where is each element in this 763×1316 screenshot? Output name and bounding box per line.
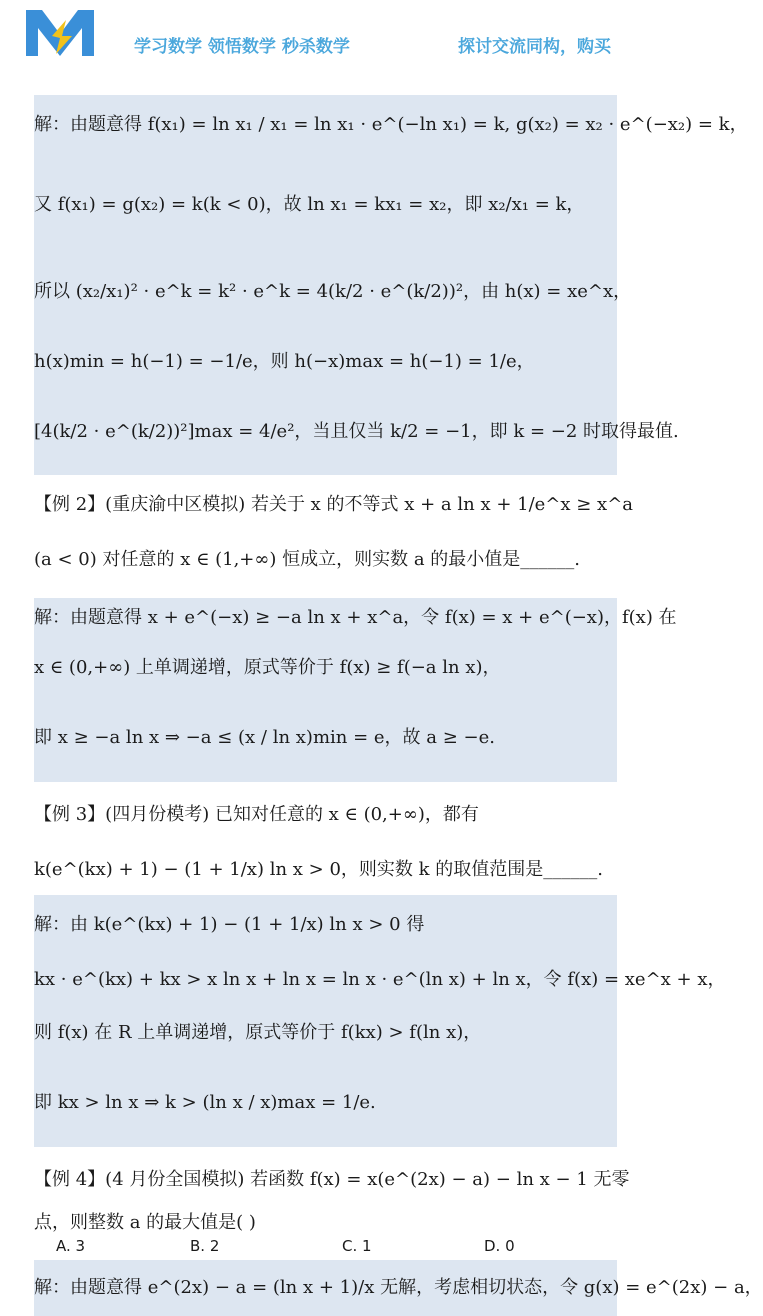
example-2-line-1: 【例 2】(重庆渝中区模拟) 若关于 x 的不等式 x + a ln x + 1/e^x ≥ x^a (34, 494, 634, 515)
example-4-line-1: 【例 4】(4 月份全国模拟) 若函数 f(x) = x(e^(2x) − a) − ln x − 1 无零 (34, 1169, 630, 1190)
option-d: D. 0 (484, 1237, 515, 1255)
option-c: C. 1 (342, 1237, 372, 1255)
sol4-line-1: 解：由题意得 e^(2x) − a = (ln x + 1)/x 无解，考虑相切状态，令 g(x) = e^(2x) − a， (34, 1277, 763, 1298)
sol1-line-1: 解：由题意得 f(x₁) = ln x₁ / x₁ = ln x₁ · e^(−ln x₁) = k, g(x₂) = x₂ · e^(−x₂) = k， (34, 114, 748, 135)
solution-1 (34, 95, 748, 475)
example-3-line-2: k(e^(kx) + 1) − (1 + 1/x) ln x > 0，则实数 k 的取值范围是______. (34, 859, 603, 880)
sol3-line-2: kx · e^(kx) + kx > x ln x + ln x = ln x · e^(ln x) + ln x，令 f(x) = xe^x + x， (34, 969, 726, 990)
option-a: A. 3 (56, 1237, 86, 1255)
solution-4 (34, 1260, 763, 1316)
sol3-line-4: 即 kx > ln x ⇒ k > (ln x / x)max = 1/e. (34, 1092, 376, 1113)
sol3-line-1: 解：由 k(e^(kx) + 1) − (1 + 1/x) ln x > 0 得 (34, 914, 425, 935)
option-b: B. 2 (190, 1237, 220, 1255)
logo-icon (22, 6, 98, 60)
sol1-line-3: 所以 (x₂/x₁)² · e^k = k² · e^k = 4(k/2 · e^(k/2))²，由 h(x) = xe^x， (34, 281, 632, 302)
sol1-line-2: 又 f(x₁) = g(x₂) = k(k < 0)，故 ln x₁ = kx₁ = x₂，即 x₂/x₁ = k， (34, 194, 585, 215)
answer-options (0, 1237, 617, 1257)
sol2-line-2: x ∈ (0,+∞) 上单调递增，原式等价于 f(x) ≥ f(−a ln x)， (34, 657, 501, 678)
page-header (0, 0, 617, 80)
sol2-line-1: 解：由题意得 x + e^(−x) ≥ −a ln x + x^a，令 f(x) = x + e^(−x)，f(x) 在 (34, 607, 677, 628)
example-4-line-2: 点，则整数 a 的最大值是( ) (34, 1212, 256, 1233)
sol1-line-5: [4(k/2 · e^(k/2))²]max = 4/e²，当且仅当 k/2 = −1，即 k = −2 时取得最值. (34, 421, 679, 442)
sol2-line-3: 即 x ≥ −a ln x ⇒ −a ≤ (x / ln x)min = e，故 a ≥ −e. (34, 727, 495, 748)
solution-3 (34, 895, 726, 1147)
sol1-line-4: h(x)min = h(−1) = −1/e，则 h(−x)max = h(−1) = 1/e， (34, 351, 535, 372)
sol3-line-3: 则 f(x) 在 R 上单调递增，原式等价于 f(kx) > f(ln x)， (34, 1022, 482, 1043)
slogan-right: 探讨交流同构，购买 (458, 37, 611, 57)
solution-2 (34, 598, 677, 782)
slogan-left: 学习数学 领悟数学 秒杀数学 (134, 37, 350, 57)
example-2-line-2: (a < 0) 对任意的 x ∈ (1,+∞) 恒成立，则实数 a 的最小值是______. (34, 549, 581, 570)
example-3-line-1: 【例 3】(四月份模考) 已知对任意的 x ∈ (0,+∞)，都有 (34, 804, 479, 825)
